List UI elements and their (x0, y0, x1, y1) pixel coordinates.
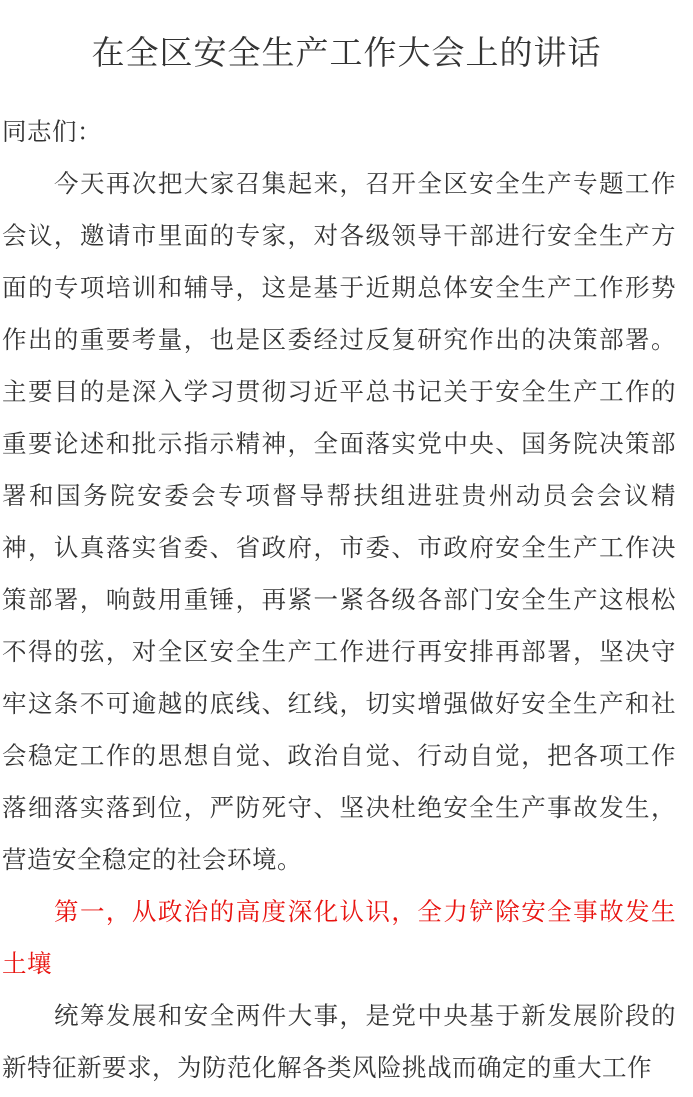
document-body (2, 106, 676, 1094)
salutation: 同志们： (2, 117, 102, 146)
opening-paragraph: 今天再次把大家召集起来，召开全区安全生产专题工作会议，邀请市里面的专家，对各级领导干部进行安全生产方面的专项培训和辅导，这是基于近期总体安全生产工作形势作出的重要考量，也是区委经过反复研究作出的决策部署。主要目的是深入学习贯彻习近平总书记关于安全生产工作的重要论述和批示指示精神，全面落实党中央、国务院决策部署和国务院安委会专项督导帮扶组进驻贵州动员会会议精神，认真落实省委、省政府，市委、市政府安全生产工作决策部署，响鼓用重锤，再紧一紧各级各部门安全生产这根松不得的弦，对全区安全生产工作进行再安排再部署，坚决守牢这条不可逾越的底线、红线，切实增强做好安全生产和社会稳定工作的思想自觉、政治自觉、行动自觉，把各项工作落细落实落到位，严防死守、坚决杜绝安全生产事故发生，营造安全稳定的社会环境。 (2, 169, 676, 874)
section-heading: 第一，从政治的高度深化认识，全力铲除安全事故发生土壤 (2, 897, 676, 978)
document-title: 在全区安全生产工作大会上的讲话 (91, 33, 602, 72)
section-paragraph: 统筹发展和安全两件大事，是党中央基于新发展阶段的新特征新要求，为防范化解各类风险挑战而确定的重大工作 (2, 1001, 676, 1082)
